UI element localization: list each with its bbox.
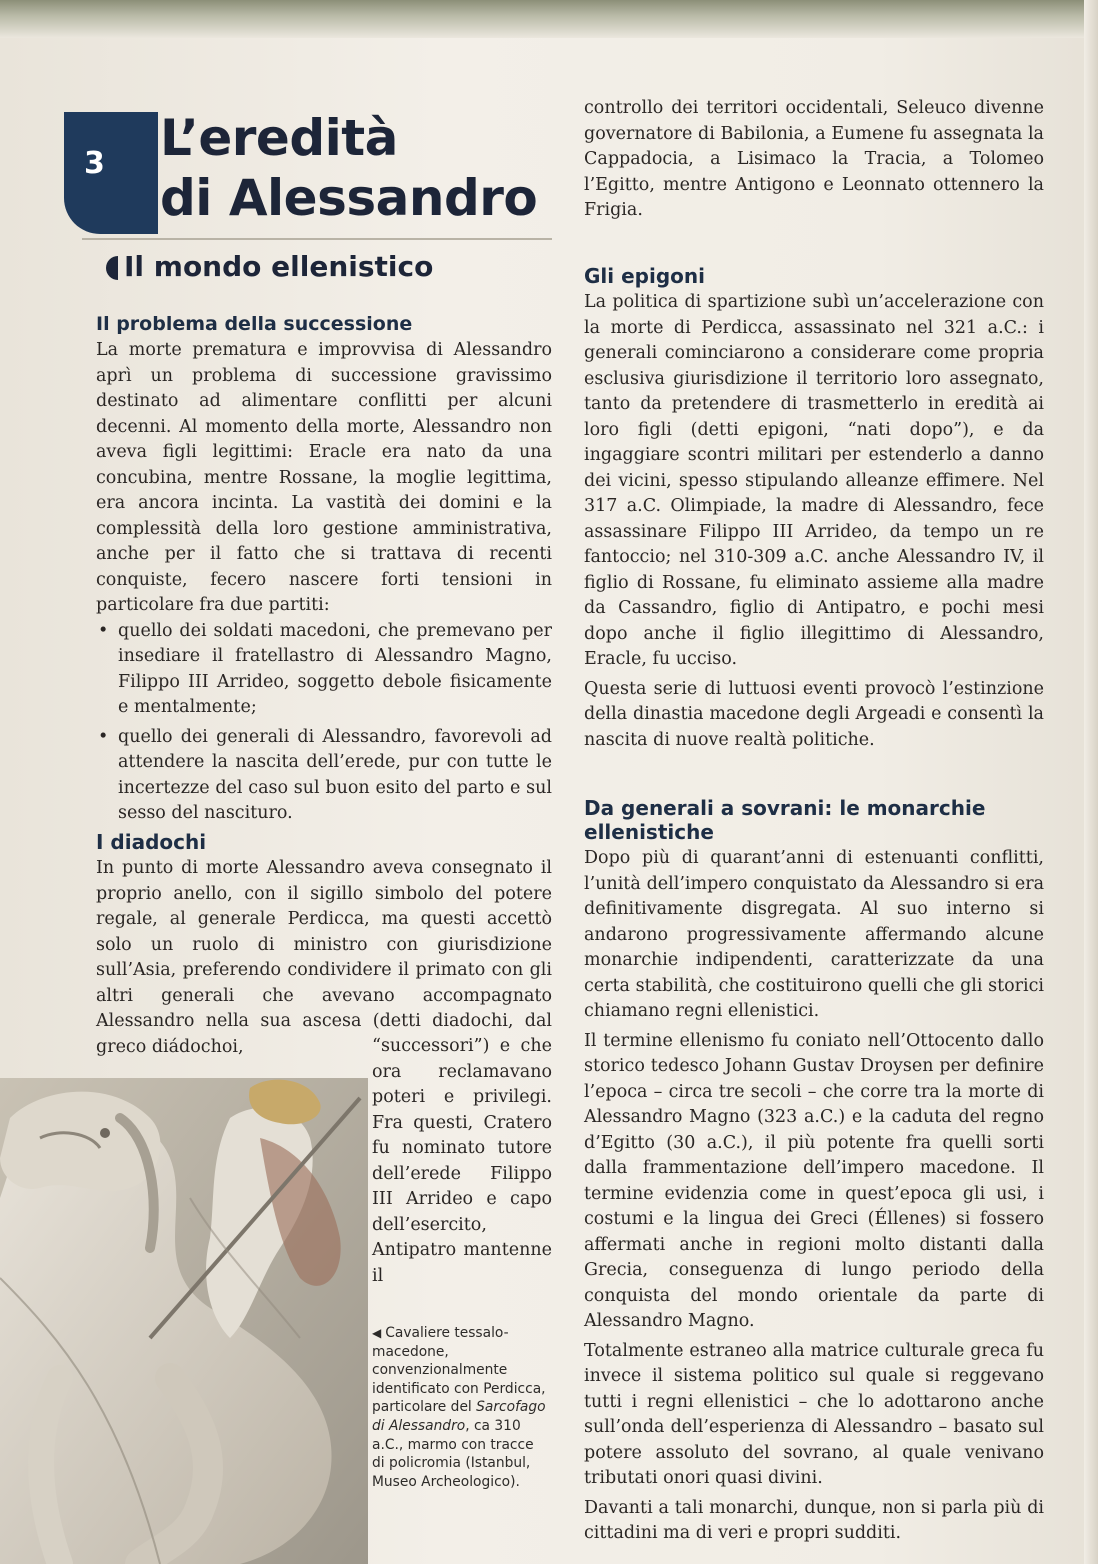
right-column-monarchie [584, 846, 1044, 1547]
left-column-top [96, 338, 552, 827]
heading-successione: Il problema della successione [96, 313, 413, 335]
paragraph-sudditi: Davanti a tali monarchi, dunque, non si parla più di cittadini ma di veri e propri sudditi. [584, 1497, 1044, 1543]
paragraph-monarchie: Dopo più di quarant’anni di estenuanti conflitti, l’unità dell’impero conquistato da Alessandro si era definitivamente disgregata. Al suo interno si andarono progressivamente affermando alcune monarchie indipendenti, caratterizzate da una certa stabilità, che costituirono quelli che gli storici chiamano regni ellenistici. [584, 848, 1044, 1021]
list-item: • quello dei generali di Alessandro, favorevoli ad attendere la nascita dell’erede, pur con tutte le incertezze del caso sul buon esito del parto e sul sesso del nascituro. [118, 725, 552, 827]
chapter-title [160, 108, 537, 228]
right-column-epigoni [584, 290, 1044, 753]
paragraph-diadochi-cont: “successori”) e che ora reclamavano poteri e privilegi. Fra questi, Cratero fu nominato tutore dell’erede Filippo III Arrideo e capo dell’esercito, Antipatro mantenne il [372, 1036, 552, 1286]
list-item: • quello dei soldati macedoni, che premevano per insediare il fratellastro di Alessandro Magno, Filippo III Arrideo, soggetto debole fisicamente e mentalmente; [118, 619, 552, 721]
partiti-list [96, 619, 552, 827]
heading-diadochi: I diadochi [96, 830, 207, 854]
right-column-top [584, 96, 1044, 224]
section-title: Il mondo ellenistico [124, 250, 434, 283]
heading-epigoni: Gli epigoni [584, 264, 705, 288]
paragraph-estinzione: Questa serie di luttuosi eventi provocò l’estinzione della dinastia macedone degli Argeadi e consentì la nascita di nuove realtà politiche. [584, 678, 1044, 750]
paragraph-diadochi: In punto di morte Alessandro aveva consegnato il proprio anello, con il sigillo simbolo del potere regale, al generale Perdicca, ma questi accettò solo un ruolo di ministro con giurisdizione sull’Asia, preferendo condividere il primato con gli altri generali che avevano accompagnato Alessandro nella sua ascesa (detti diadochi, dal greco diádochoi, [96, 858, 552, 1057]
paragraph-spartizione: controllo dei territori occidentali, Seleuco divenne governatore di Babilonia, a Eumene fu assegnata la Cappadocia, a Lisimaco la Tracia, a Tolomeo l’Egitto, mentre Antigono e Leonnato ottennero la Frigia. [584, 98, 1044, 220]
chapter-title-line1: L’eredità [160, 109, 398, 167]
chapter-badge [64, 112, 158, 234]
photo-caption [372, 1324, 548, 1491]
caption-arrow-icon: ◀ [372, 1326, 382, 1340]
chapter-number: 3 [84, 146, 105, 181]
paragraph-successione: La morte prematura e improvvisa di Alessandro aprì un problema di successione gravissimo destinato ad alimentare conflitti per alcuni decenni. Al momento della morte, Alessandro non aveva figli legittimi: Eracle era nato da una concubina, mentre Rossane, la moglie legittima, era ancora incinta. La vastità dei domini e la complessità della loro gestione amministrativa, anche per il fatto che si trattava di recenti conquiste, fecero nascere forti tensioni in particolare fra due partiti: [96, 340, 552, 615]
page-edge [1084, 0, 1098, 1564]
top-shadow [0, 0, 1098, 38]
caption-text: Cavaliere tessalo-macedone, convenzionalmente identificato con Perdicca, particolare del [372, 1325, 546, 1416]
sarcophagus-photo [0, 1078, 368, 1564]
caption-work-title: Sarcofago di Alessandro [372, 1399, 546, 1434]
left-column-diadochi [96, 856, 552, 1060]
section-divider [82, 238, 552, 240]
cavaliere-relief-illustration [0, 1078, 368, 1564]
left-column-narrow [372, 1034, 552, 1289]
paragraph-ellenismo: Il termine ellenismo fu coniato nell’Ottocento dallo storico tedesco Johann Gustav Droysen per definire l’epoca – circa tre secoli – che corre tra la morte di Alessandro Magno (323 a.C.) e la caduta del regno d’Egitto (30 a.C.), il più potente fra quelli sorti dalla frammentazione dell’impero macedone. Il termine evidenzia come in quest’epoca gli usi, i costumi e la lingua dei Greci (Éllenes) si fossero affermati anche in regioni molto distanti dalla Grecia, conseguenza di lungo periodo della conquista del mondo orientale da parte di Alessandro Magno. [584, 1030, 1044, 1331]
caption-details: , ca 310 a.C., marmo con tracce di policromia (Istanbul, Museo Archeologico). [372, 1417, 534, 1490]
paragraph-epigoni: La politica di spartizione subì un’accelerazione con la morte di Perdicca, assassinato nel 321 a.C.: i generali cominciarono a considerare come propria esclusiva giurisdizione il territorio loro assegnato, tanto da pretendere di trasmetterlo in eredità ai loro figli (detti epigoni, “nati dopo”), e da ingaggiare scontri militari per estenderlo a danno dei vicini, spesso stipulando alleanze effimere. Nel 317 a.C. Olimpiade, la madre di Alessandro, fece assassinare Filippo III Arrideo, da tempo un re fantoccio; nel 310-309 a.C. anche Alessandro IV, il figlio di Rossane, fu eliminato assieme alla madre da Cassandro, figlio di Antipatro, e pochi mesi dopo anche il figlio illegittimo di Alessandro, Eracle, fu ucciso. [584, 292, 1044, 669]
paragraph-sistema-politico: Totalmente estraneo alla matrice culturale greca fu invece il sistema politico sul quale si reggevano tutti i regni ellenistici – che lo adottarono anche sull’onda dell’esperienza di Alessandro – basato sul potere assoluto del sovrano, al quale venivano tributati onori quasi divini. [584, 1340, 1044, 1488]
chapter-title-line2: di Alessandro [160, 169, 538, 227]
heading-monarchie: Da generali a sovrani: le monarchie ellenistiche [584, 796, 986, 844]
